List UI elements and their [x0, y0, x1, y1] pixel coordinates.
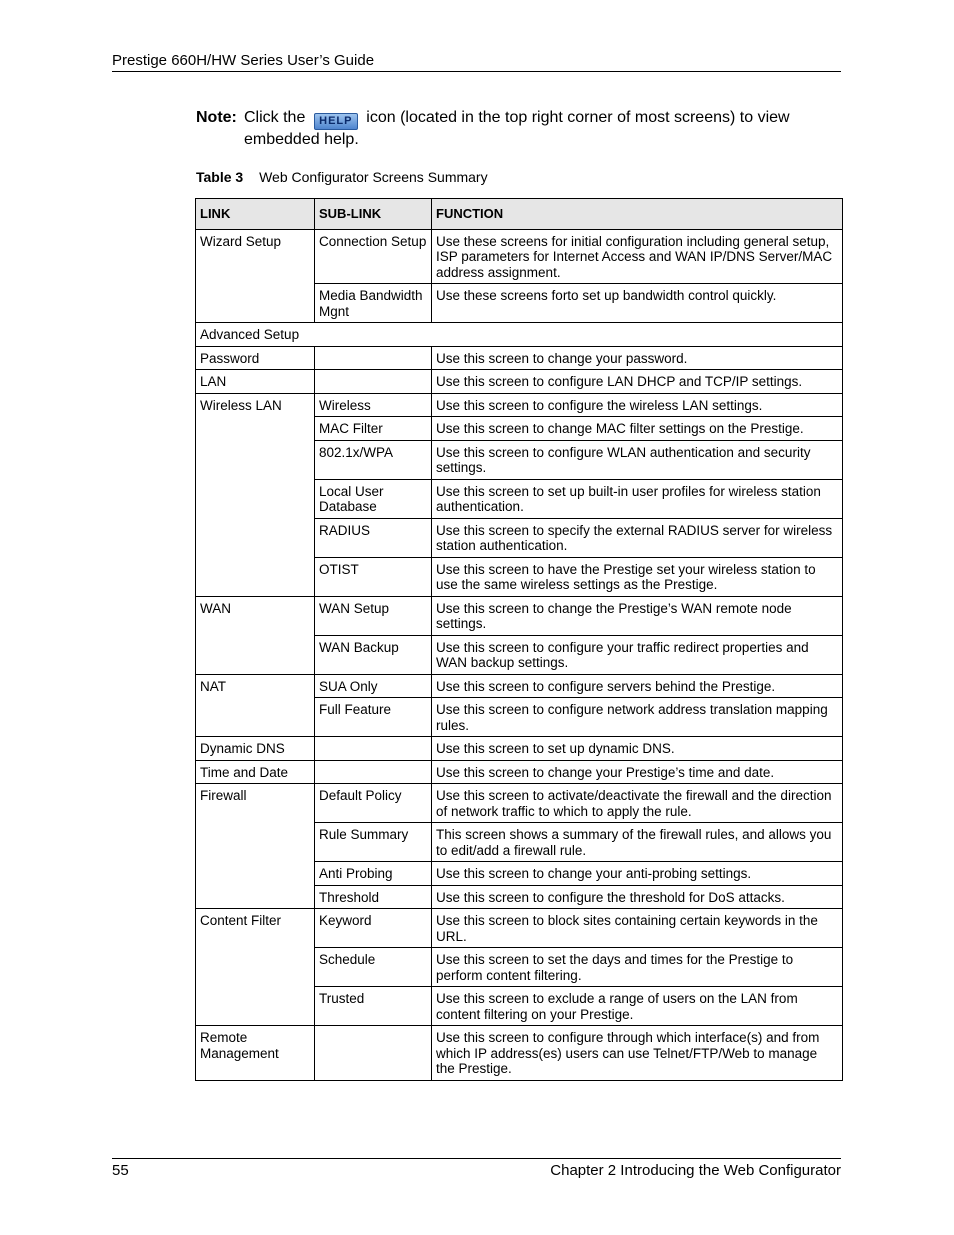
link-cell: LAN [196, 370, 315, 394]
sub-link-cell: Media Bandwidth Mgnt [315, 284, 432, 323]
function-cell: Use this screen to configure the threshold for DoS attacks. [432, 885, 843, 909]
sub-link-cell: Schedule [315, 948, 432, 987]
sub-link-cell [315, 346, 432, 370]
table-row [196, 596, 843, 635]
header-link: LINK [196, 199, 315, 230]
function-cell: Use these screens forto set up bandwidth control quickly. [432, 284, 843, 323]
function-cell: Use this screen to configure WLAN authentication and security settings. [432, 440, 843, 479]
function-cell: Use this screen to configure the wireless LAN settings. [432, 393, 843, 417]
sub-link-cell: Keyword [315, 909, 432, 948]
function-cell: Use this screen to configure your traffic redirect properties and WAN backup settings. [432, 635, 843, 674]
link-cell: WAN [196, 596, 315, 674]
function-cell: Use this screen to change your anti-probing settings. [432, 862, 843, 886]
sub-link-cell: RADIUS [315, 518, 432, 557]
sub-link-cell: 802.1x/WPA [315, 440, 432, 479]
running-header: Prestige 660H/HW Series User’s Guide [112, 52, 375, 69]
sub-link-cell [315, 760, 432, 784]
table-row [196, 784, 843, 823]
sub-link-cell: Rule Summary [315, 823, 432, 862]
sub-link-cell: WAN Backup [315, 635, 432, 674]
table-caption-number: Table 3 [196, 169, 244, 185]
header-sub-link: SUB-LINK [315, 199, 432, 230]
sub-link-cell: WAN Setup [315, 596, 432, 635]
sub-link-cell: Threshold [315, 885, 432, 909]
sub-link-cell [315, 737, 432, 761]
function-cell: Use this screen to configure through which interface(s) and from which IP address(es) users can use Telnet/FTP/Web to manage the Prestige. [432, 1026, 843, 1081]
table-row [196, 393, 843, 417]
sub-link-cell: SUA Only [315, 674, 432, 698]
link-cell: Wireless LAN [196, 393, 315, 596]
function-cell: Use this screen to specify the external RADIUS server for wireless station authentication. [432, 518, 843, 557]
header-rule [112, 71, 841, 72]
sub-link-cell: Trusted [315, 987, 432, 1026]
link-cell: Time and Date [196, 760, 315, 784]
function-cell: Use this screen to activate/deactivate the firewall and the direction of network traffic to which to apply the rule. [432, 784, 843, 823]
table-row [196, 229, 843, 284]
note-label: Note: [196, 109, 237, 126]
section-cell: Advanced Setup [196, 323, 843, 347]
function-cell: Use this screen to configure servers behind the Prestige. [432, 674, 843, 698]
header-function: FUNCTION [432, 199, 843, 230]
function-cell: Use this screen to set up built-in user profiles for wireless station authentication. [432, 479, 843, 518]
table-row [196, 737, 843, 761]
table-caption [196, 169, 488, 185]
link-cell: Firewall [196, 784, 315, 909]
sub-link-cell: Full Feature [315, 698, 432, 737]
sub-link-cell: OTIST [315, 557, 432, 596]
table-row [196, 370, 843, 394]
function-cell: Use this screen to configure LAN DHCP and TCP/IP settings. [432, 370, 843, 394]
table-row [196, 1026, 843, 1081]
table-row [196, 346, 843, 370]
note-text-before: Click the [244, 109, 306, 126]
function-cell: This screen shows a summary of the firewall rules, and allows you to edit/add a firewall rule. [432, 823, 843, 862]
function-cell: Use this screen to configure network address translation mapping rules. [432, 698, 843, 737]
link-cell: Content Filter [196, 909, 315, 1026]
table-row [196, 760, 843, 784]
function-cell: Use this screen to exclude a range of users on the LAN from content filtering on your Prestige. [432, 987, 843, 1026]
sub-link-cell [315, 1026, 432, 1081]
table-caption-title: Web Configurator Screens Summary [259, 169, 488, 185]
function-cell: Use this screen to set the days and times for the Prestige to perform content filtering. [432, 948, 843, 987]
function-cell: Use this screen to have the Prestige set your wireless station to use the same wireless settings as the Prestige. [432, 557, 843, 596]
note-text-after: icon (located in the top right corner of most screens) to view embedded help. [244, 109, 790, 148]
function-cell: Use this screen to change your Prestige’s time and date. [432, 760, 843, 784]
link-cell: Wizard Setup [196, 229, 315, 323]
sub-link-cell: Local User Database [315, 479, 432, 518]
link-cell: Password [196, 346, 315, 370]
function-cell: Use this screen to change the Prestige’s WAN remote node settings. [432, 596, 843, 635]
sub-link-cell: Anti Probing [315, 862, 432, 886]
function-cell: Use this screen to change your password. [432, 346, 843, 370]
table-header-row [196, 199, 843, 230]
help-icon: HELP [314, 113, 358, 130]
link-cell: NAT [196, 674, 315, 737]
note-text [244, 108, 844, 150]
footer-rule [112, 1158, 841, 1159]
function-cell: Use these screens for initial configuration including general setup, ISP parameters for Internet Access and WAN IP/DNS Server/MAC address assignment. [432, 229, 843, 284]
table-row [196, 323, 843, 347]
function-cell: Use this screen to set up dynamic DNS. [432, 737, 843, 761]
sub-link-cell: MAC Filter [315, 417, 432, 441]
page-number: 55 [112, 1162, 129, 1179]
sub-link-cell: Default Policy [315, 784, 432, 823]
sub-link-cell [315, 370, 432, 394]
function-cell: Use this screen to block sites containing certain keywords in the URL. [432, 909, 843, 948]
sub-link-cell: Wireless [315, 393, 432, 417]
chapter-title: Chapter 2 Introducing the Web Configurator [550, 1162, 841, 1179]
function-cell: Use this screen to change MAC filter settings on the Prestige. [432, 417, 843, 441]
table-row [196, 674, 843, 698]
sub-link-cell: Connection Setup [315, 229, 432, 284]
screens-summary-table [195, 198, 843, 1081]
link-cell: Dynamic DNS [196, 737, 315, 761]
table-row [196, 909, 843, 948]
link-cell: Remote Management [196, 1026, 315, 1081]
